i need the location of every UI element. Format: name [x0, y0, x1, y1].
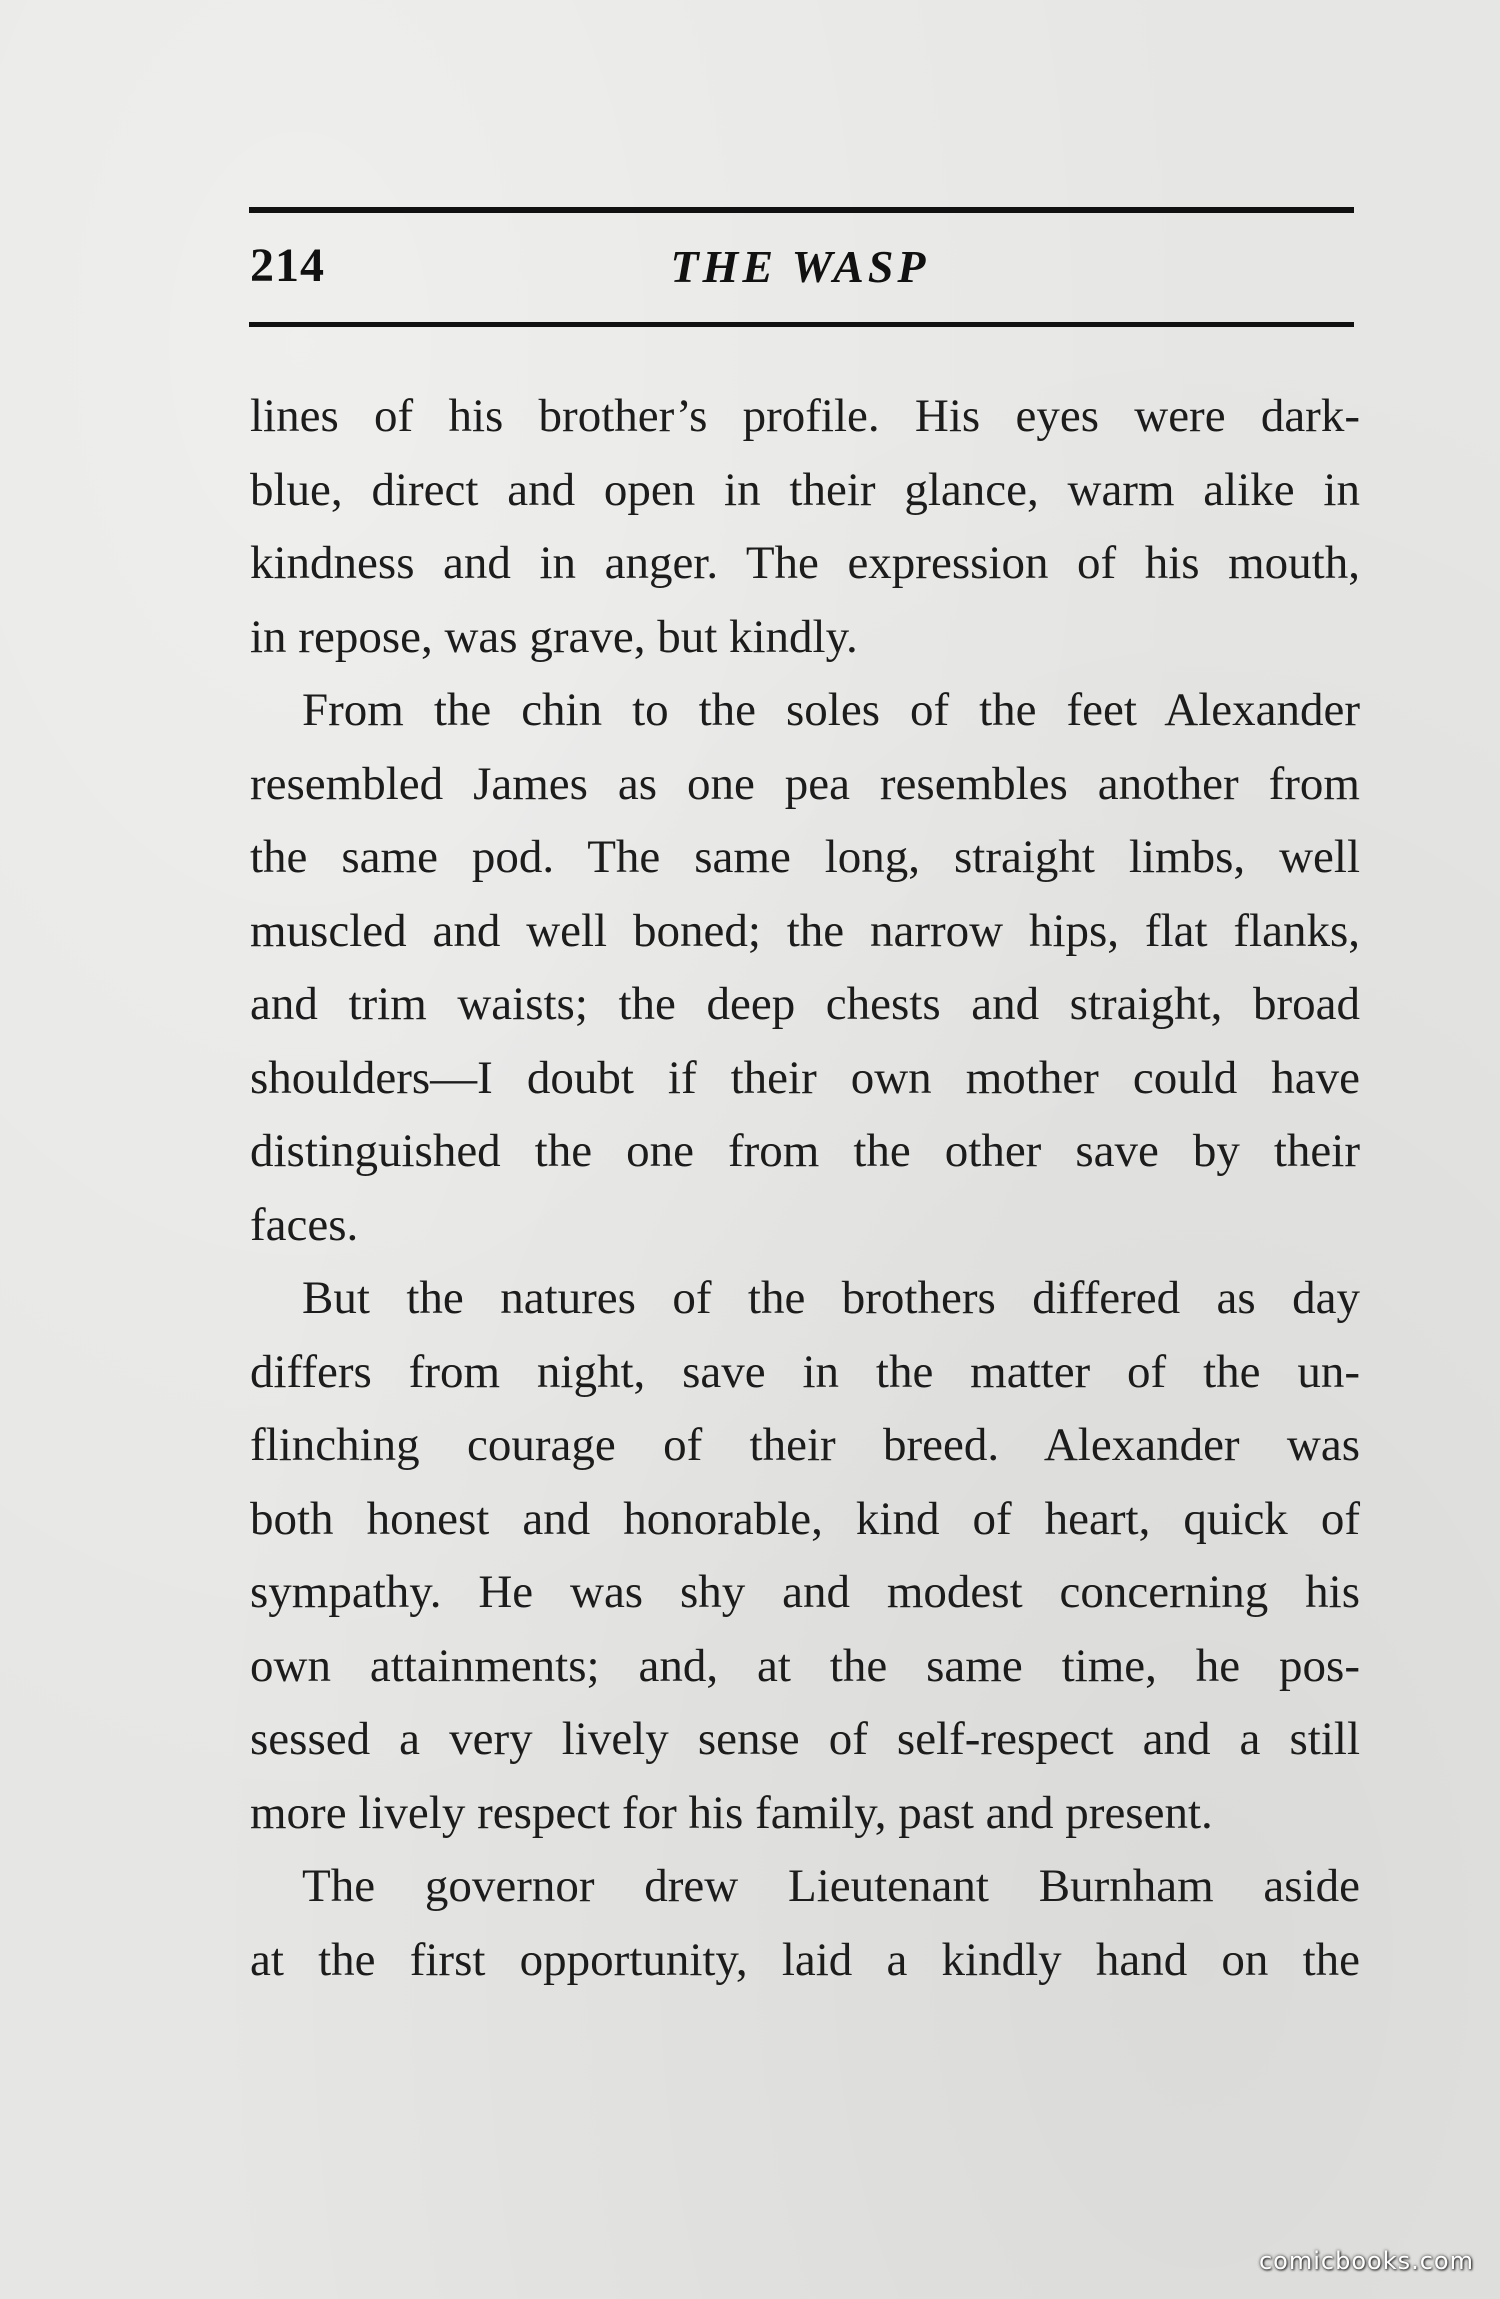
text-line: at the first opportunity, laid a kindly hand on the: [250, 1933, 1360, 1986]
text-line: flinching courage of their breed. Alexander was: [250, 1419, 1360, 1471]
running-head: THE WASP: [670, 241, 930, 292]
text-line: both honest and honorable, kind of heart, quick of: [250, 1492, 1360, 1545]
text-line: lines of his brother’s profile. His eyes were dark-: [250, 390, 1360, 442]
text-line: sympathy. He was shy and modest concerning his: [250, 1566, 1360, 1618]
text-line: faces.: [250, 1198, 359, 1251]
text-line: own attainments; and, at the same time, he pos-: [250, 1639, 1360, 1692]
paragraph: [250, 674, 1360, 1262]
text-line: resembled James as one pea resembles another from: [250, 757, 1360, 810]
page-number: 214: [250, 239, 325, 292]
text-line: kindness and in anger. The expression of his mouth,: [250, 537, 1360, 589]
text-line: differs from night, save in the matter of the un-: [250, 1345, 1360, 1398]
text-line: the same pod. The same long, straight limbs, well: [250, 831, 1360, 883]
body-text: [250, 380, 1360, 1997]
text-line: From the chin to the soles of the feet Alexander: [302, 684, 1360, 736]
paragraph: [250, 380, 1360, 674]
text-line: blue, direct and open in their glance, warm alike in: [250, 463, 1360, 516]
text-line: distinguished the one from the other save by their: [250, 1125, 1360, 1177]
text-line: shoulders—I doubt if their own mother could have: [250, 1051, 1360, 1104]
watermark: comicbooks.com: [1258, 2247, 1474, 2275]
text-line: muscled and well boned; the narrow hips, flat flanks,: [250, 904, 1360, 957]
text-line: But the natures of the brothers differed as day: [302, 1272, 1360, 1324]
header-rule-top: [249, 207, 1354, 213]
text-line: and trim waists; the deep chests and straight, broad: [250, 978, 1360, 1030]
paragraph: [250, 1262, 1360, 1850]
paragraph: [250, 1850, 1360, 1997]
text-line: The governor drew Lieutenant Burnham aside: [302, 1860, 1360, 1912]
text-line: in repose, was grave, but kindly.: [250, 610, 858, 663]
text-line: sessed a very lively sense of self-respect and a still: [250, 1713, 1360, 1765]
header-rule-bottom: [249, 322, 1354, 327]
text-line: more lively respect for his family, past and present.: [250, 1786, 1213, 1839]
